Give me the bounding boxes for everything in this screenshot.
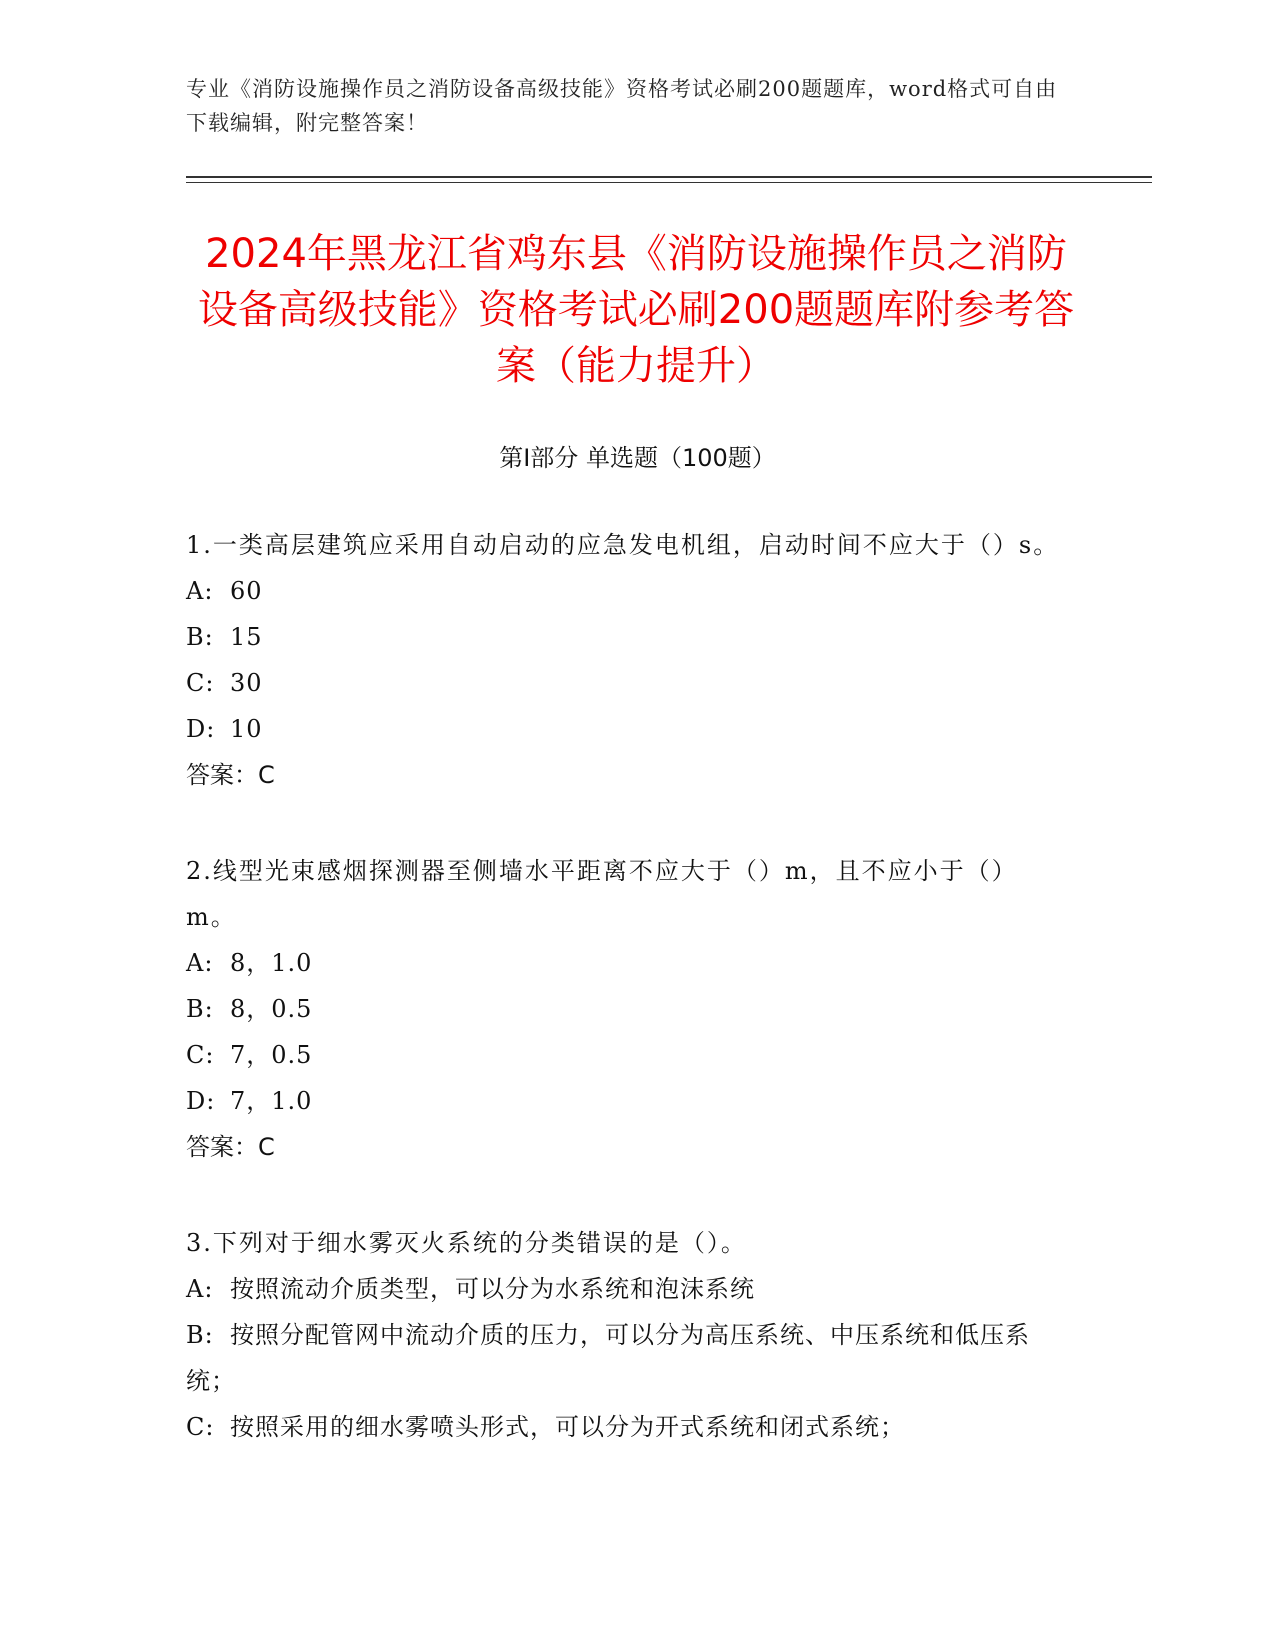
answer-option	[186, 568, 1066, 614]
option-letter: A:	[186, 949, 214, 977]
answer-option	[186, 706, 1066, 752]
option-letter: C:	[186, 669, 215, 697]
answer-option	[186, 1078, 1066, 1124]
answer-value: C	[258, 1133, 275, 1161]
option-text: 7，1.0	[230, 1087, 313, 1115]
option-letter: B:	[186, 995, 214, 1023]
answer-option	[186, 1312, 1066, 1404]
answer-option	[186, 986, 1066, 1032]
answer-prefix: 答案：	[186, 761, 258, 789]
option-letter: C:	[186, 1413, 215, 1441]
question-item	[186, 848, 1066, 1170]
option-letter: A:	[186, 1275, 214, 1303]
option-text: 10	[230, 715, 263, 743]
question-item	[186, 522, 1066, 798]
option-text: 8，0.5	[230, 995, 313, 1023]
option-text: 60	[230, 577, 263, 605]
question-stem: 1.一类高层建筑应采用自动启动的应急发电机组，启动时间不应大于（）s。	[186, 531, 1060, 559]
answer-option	[186, 940, 1066, 986]
header-divider-thick	[186, 176, 1152, 178]
option-letter: D:	[186, 715, 216, 743]
question-stem: 3.下列对于细水雾灭火系统的分类错误的是（）。	[186, 1229, 747, 1257]
option-letter: D:	[186, 1087, 216, 1115]
question-stem: 2.线型光束感烟探测器至侧墙水平距离不应大于（）m，且不应小于（）m。	[186, 857, 1018, 931]
option-letter: B:	[186, 623, 214, 651]
answer-option	[186, 1266, 1066, 1312]
header-divider-thin	[186, 182, 1152, 183]
option-letter: A:	[186, 577, 214, 605]
answer-option	[186, 614, 1066, 660]
option-letter: C:	[186, 1041, 215, 1069]
correct-answer	[186, 1124, 1066, 1170]
option-letter: B:	[186, 1321, 214, 1349]
option-text: 7，0.5	[230, 1041, 313, 1069]
answer-option	[186, 660, 1066, 706]
answer-option	[186, 1404, 1066, 1450]
header-note: 专业《消防设施操作员之消防设备高级技能》资格考试必刷200题题库，word格式可自由下载编辑，附完整答案！	[186, 77, 1058, 135]
option-text: 15	[230, 623, 263, 651]
option-text: 按照流动介质类型，可以分为水系统和泡沫系统	[230, 1275, 755, 1303]
answer-prefix: 答案：	[186, 1133, 258, 1161]
document-title: 2024年黑龙江省鸡东县《消防设施操作员之消防设备高级技能》资格考试必刷200题题库附参考答案（能力提升）	[197, 231, 1075, 389]
answer-option	[186, 1032, 1066, 1078]
question-list	[186, 522, 1066, 1500]
option-text: 按照分配管网中流动介质的压力，可以分为高压系统、中压系统和低压系统；	[186, 1321, 1030, 1395]
option-text: 30	[230, 669, 263, 697]
option-text: 8，1.0	[230, 949, 313, 977]
correct-answer	[186, 752, 1066, 798]
option-text: 按照采用的细水雾喷头形式，可以分为开式系统和闭式系统；	[230, 1413, 905, 1441]
section-heading: 第Ⅰ部分 单选题（100题）	[499, 444, 776, 472]
question-item	[186, 1220, 1066, 1450]
answer-value: C	[258, 761, 275, 789]
